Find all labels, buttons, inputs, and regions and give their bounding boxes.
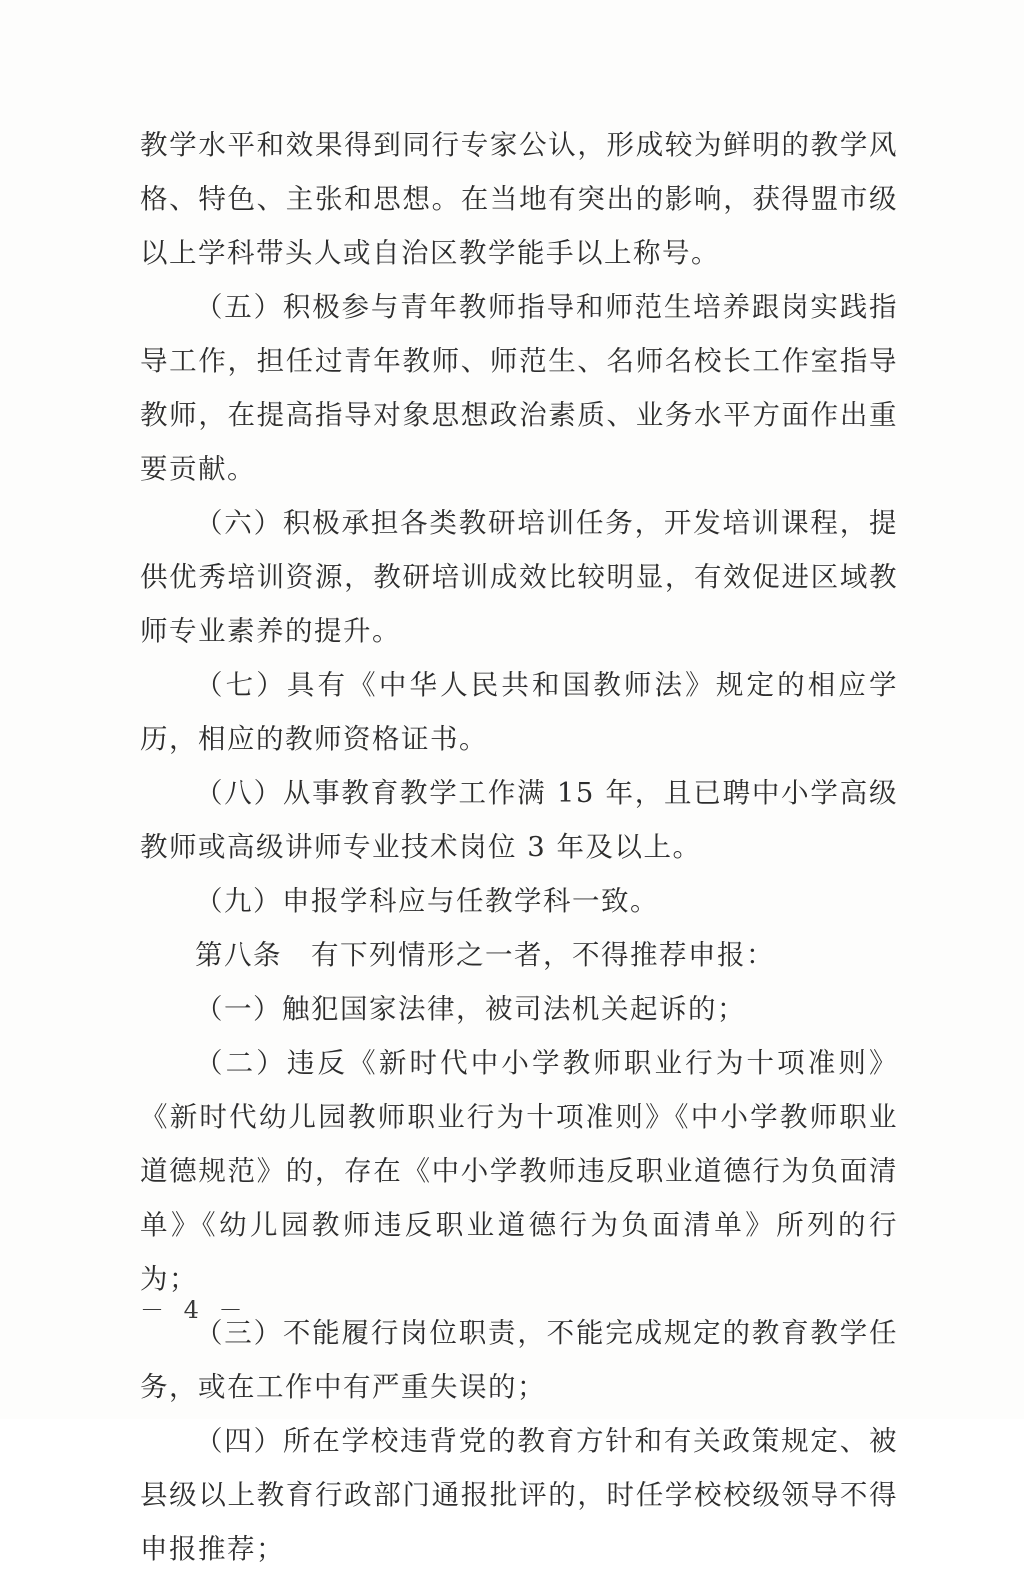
paragraph-item-7: （七）具有《中华人民共和国教师法》规定的相应学历，相应的教师资格证书。 <box>140 669 898 755</box>
paragraph-article-8-item-1: （一）触犯国家法律，被司法机关起诉的； <box>195 993 746 1025</box>
page-number: － 4 － <box>140 1296 249 1324</box>
paragraph-item-6: （六）积极承担各类教研培训任务，开发培训课程，提供优秀培训资源，教研培训成效比较明显，有效促进区域教师专业素养的提升。 <box>140 507 898 647</box>
article-8-heading: 第八条 有下列情形之一者，不得推荐申报： <box>195 939 775 971</box>
paragraph-article-8-item-4: （四）所在学校违背党的教育方针和有关政策规定、被县级以上教育行政部门通报批评的，时任学校校级领导不得申报推荐； <box>140 1425 898 1565</box>
paragraph-continuation: 教学水平和效果得到同行专家公认，形成较为鲜明的教学风格、特色、主张和思想。在当地有突出的影响，获得盟市级以上学科带头人或自治区教学能手以上称号。 <box>140 129 898 269</box>
paragraph-item-9: （九）申报学科应与任教学科一致。 <box>195 885 659 917</box>
document-body <box>140 118 898 1576</box>
paragraph-item-5: （五）积极参与青年教师指导和师范生培养跟岗实践指导工作，担任过青年教师、师范生、名师名校长工作室指导教师，在提高指导对象思想政治素质、业务水平方面作出重要贡献。 <box>140 291 898 485</box>
paragraph-article-8-item-3: （三）不能履行岗位职责，不能完成规定的教育教学任务，或在工作中有严重失误的； <box>140 1317 898 1403</box>
paragraph-article-8-item-2: （二）违反《新时代中小学教师职业行为十项准则》《新时代幼儿园教师职业行为十项准则》《中小学教师职业道德规范》的，存在《中小学教师违反职业道德行为负面清单》《幼儿园教师违反职业道德行为负面清单》所列的行为； <box>140 1047 898 1295</box>
paragraph-item-8: （八）从事教育教学工作满 15 年，且已聘中小学高级教师或高级讲师专业技术岗位 3 年及以上。 <box>140 777 898 863</box>
